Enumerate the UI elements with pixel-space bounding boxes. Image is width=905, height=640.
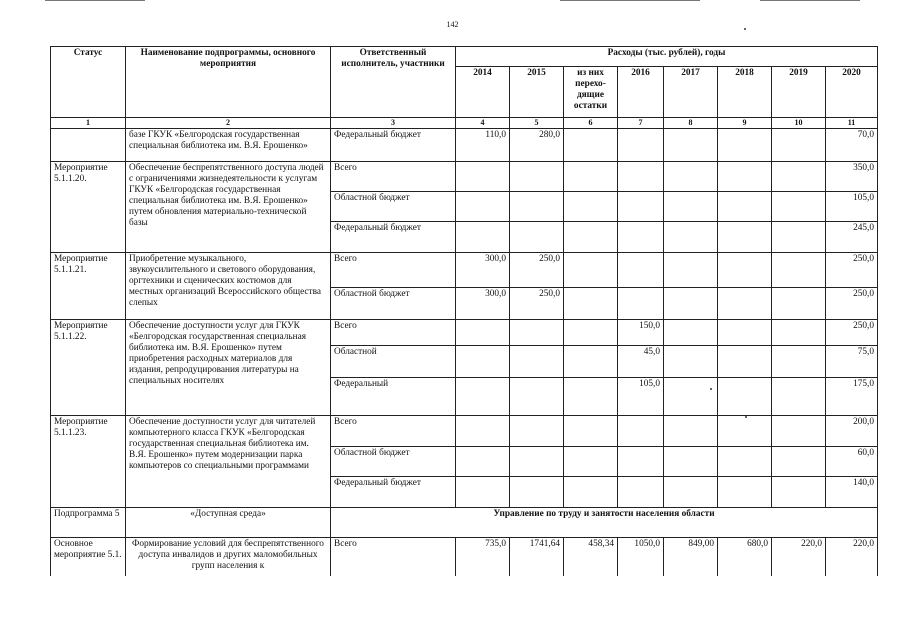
row-status: Мероприятие 5.1.1.22. (51, 320, 126, 416)
header-year: 2018 (718, 67, 772, 118)
row-source: Федеральный бюджет (331, 129, 456, 162)
row-status (51, 129, 126, 162)
column-number: 9 (718, 118, 772, 129)
table-row (51, 538, 878, 576)
row-value (510, 320, 564, 346)
row-value (772, 129, 826, 162)
row-value (718, 288, 772, 320)
row-value (456, 378, 510, 416)
row-value (456, 162, 510, 192)
row-value: 300,0 (456, 288, 510, 320)
row-value (510, 346, 564, 378)
row-value (564, 378, 618, 416)
row-value (618, 162, 664, 192)
row-value (718, 222, 772, 253)
header-year: 2014 (456, 67, 510, 118)
header-year: 2020 (826, 67, 878, 118)
row-value: 849,00 (664, 538, 718, 576)
column-number: 6 (564, 118, 618, 129)
row-value (510, 162, 564, 192)
row-value (718, 129, 772, 162)
column-number: 2 (126, 118, 331, 129)
column-number: 10 (772, 118, 826, 129)
row-value (772, 288, 826, 320)
row-value (618, 477, 664, 508)
row-source: Всего (331, 162, 456, 192)
row-value (664, 222, 718, 253)
row-name: базе ГКУК «Белгородская государственная специальная библиотека им. В.Я. Ерошенко» (126, 129, 331, 162)
row-value (772, 192, 826, 222)
header-year: из них перехо-дящие остатки (564, 67, 618, 118)
table-row (51, 508, 878, 538)
row-value (718, 416, 772, 447)
row-value (664, 288, 718, 320)
table-row (51, 416, 878, 447)
row-value: 45,0 (618, 346, 664, 378)
table-row (51, 253, 878, 288)
row-value (510, 416, 564, 447)
row-value (772, 378, 826, 416)
row-value: 1741,64 (510, 538, 564, 576)
row-value (718, 346, 772, 378)
row-value: 735,0 (456, 538, 510, 576)
row-value: 75,0 (826, 346, 878, 378)
header-year: 2016 (618, 67, 664, 118)
row-name: Обеспечение доступности услуг для читателей компьютерного класса ГКУК «Белгородская государственная специальная библиотека им. В.Я. Ерошенко» путем модернизации парка компьютеров со специальными программами (126, 416, 331, 508)
row-value: 280,0 (510, 129, 564, 162)
row-value (772, 320, 826, 346)
row-source: Федеральный бюджет (331, 222, 456, 253)
row-source: Всего (331, 253, 456, 288)
row-value (664, 253, 718, 288)
row-value: 220,0 (772, 538, 826, 576)
row-value (664, 416, 718, 447)
row-value: 250,0 (826, 320, 878, 346)
row-value (772, 346, 826, 378)
header-responsible: Ответственный исполнитель, участники (331, 47, 456, 118)
row-value: 140,0 (826, 477, 878, 508)
row-value: 220,0 (826, 538, 878, 576)
page-number: 142 (446, 20, 459, 29)
row-name: Формирование условий для беспрепятственного доступа инвалидов и других маломобильных групп населения к (126, 538, 331, 576)
row-value: 250,0 (510, 253, 564, 288)
row-value: 200,0 (826, 416, 878, 447)
row-value (664, 346, 718, 378)
row-value (564, 129, 618, 162)
row-value: 245,0 (826, 222, 878, 253)
row-source: Областной (331, 346, 456, 378)
row-source: Областной бюджет (331, 288, 456, 320)
row-status: Мероприятие 5.1.1.20. (51, 162, 126, 253)
row-value (456, 346, 510, 378)
row-name: Приобретение музыкального, звукоусилительного и светового оборудования, оргтехники и сценических костюмов для местных организаций Всероссийского общества слепых (126, 253, 331, 320)
row-value (772, 253, 826, 288)
row-value (564, 346, 618, 378)
row-source: Областной бюджет (331, 447, 456, 477)
row-source: Всего (331, 320, 456, 346)
row-value (564, 162, 618, 192)
table-row (51, 162, 878, 192)
column-number: 5 (510, 118, 564, 129)
row-source: Всего (331, 538, 456, 576)
row-value (718, 162, 772, 192)
row-status: Подпрограмма 5 (51, 508, 126, 538)
row-value (718, 378, 772, 416)
row-status: Мероприятие 5.1.1.23. (51, 416, 126, 508)
row-value: 250,0 (826, 253, 878, 288)
row-name: Обеспечение беспрепятственного доступа людей с ограничениями жизнедеятельности к услугам ГКУК «Белгородская государственная специальная библиотека им. В.Я. Ерошенко» путем обновления материально-технической базы (126, 162, 331, 253)
row-value: 300,0 (456, 253, 510, 288)
column-number: 7 (618, 118, 664, 129)
row-value: 250,0 (510, 288, 564, 320)
row-name: «Доступная среда» (126, 508, 331, 538)
table-row (51, 129, 878, 162)
header-expenses: Расходы (тыс. рублей), годы (456, 47, 878, 67)
row-value (510, 378, 564, 416)
column-number: 8 (664, 118, 718, 129)
top-edge-line (45, 0, 145, 1)
header-name: Наименование подпрограммы, основного мероприятия (126, 47, 331, 118)
row-value (456, 477, 510, 508)
row-value (564, 416, 618, 447)
row-value: 110,0 (456, 129, 510, 162)
scan-speck (744, 28, 746, 30)
row-value (564, 288, 618, 320)
row-value: 105,0 (618, 378, 664, 416)
row-value (564, 192, 618, 222)
header-year: 2015 (510, 67, 564, 118)
header-year: 2019 (772, 67, 826, 118)
row-responsible: Управление по труду и занятости населения области (331, 508, 878, 538)
row-value (564, 477, 618, 508)
row-source: Всего (331, 416, 456, 447)
row-value (456, 222, 510, 253)
row-value (510, 222, 564, 253)
budget-table (50, 46, 878, 576)
row-value: 250,0 (826, 288, 878, 320)
row-value: 150,0 (618, 320, 664, 346)
row-value (618, 222, 664, 253)
row-value (664, 320, 718, 346)
row-value: 680,0 (718, 538, 772, 576)
row-value: 70,0 (826, 129, 878, 162)
row-value (718, 253, 772, 288)
row-value (664, 477, 718, 508)
row-value (618, 447, 664, 477)
row-value (664, 192, 718, 222)
row-value (618, 416, 664, 447)
row-value (618, 192, 664, 222)
row-value: 458,34 (564, 538, 618, 576)
row-value (510, 447, 564, 477)
column-number: 1 (51, 118, 126, 129)
row-value (564, 222, 618, 253)
row-value: 175,0 (826, 378, 878, 416)
column-number: 4 (456, 118, 510, 129)
row-value: 350,0 (826, 162, 878, 192)
row-value: 60,0 (826, 447, 878, 477)
row-source: Федеральный бюджет (331, 477, 456, 508)
row-source: Областной бюджет (331, 192, 456, 222)
table-row (51, 320, 878, 346)
row-value (664, 447, 718, 477)
row-value (718, 447, 772, 477)
top-edge-line (760, 0, 860, 1)
top-edge-line (560, 0, 700, 1)
row-value: 1050,0 (618, 538, 664, 576)
row-value (718, 320, 772, 346)
row-value (564, 320, 618, 346)
row-value (718, 192, 772, 222)
row-value (456, 320, 510, 346)
row-value (772, 447, 826, 477)
row-value (510, 477, 564, 508)
row-value (564, 253, 618, 288)
row-status: Основное мероприятие 5.1. (51, 538, 126, 576)
row-name: Обеспечение доступности услуг для ГКУК «Белгородская государственная специальная библиотека им. В.Я. Ерошенко» путем приобретения расходных материалов для издания, репродуцирования литературы на специальных носителях (126, 320, 331, 416)
row-value (618, 288, 664, 320)
row-value (456, 192, 510, 222)
row-value (618, 253, 664, 288)
row-value (564, 447, 618, 477)
row-value (772, 162, 826, 192)
row-value (772, 416, 826, 447)
row-value (772, 222, 826, 253)
row-value (718, 477, 772, 508)
header-status: Статус (51, 47, 126, 118)
row-value (510, 192, 564, 222)
row-value: 105,0 (826, 192, 878, 222)
row-value (664, 378, 718, 416)
column-number: 11 (826, 118, 878, 129)
row-status: Мероприятие 5.1.1.21. (51, 253, 126, 320)
header-year: 2017 (664, 67, 718, 118)
row-value (664, 129, 718, 162)
row-value (456, 416, 510, 447)
row-value (456, 447, 510, 477)
row-value (664, 162, 718, 192)
row-source: Федеральный (331, 378, 456, 416)
row-value (772, 477, 826, 508)
column-number: 3 (331, 118, 456, 129)
row-value (618, 129, 664, 162)
